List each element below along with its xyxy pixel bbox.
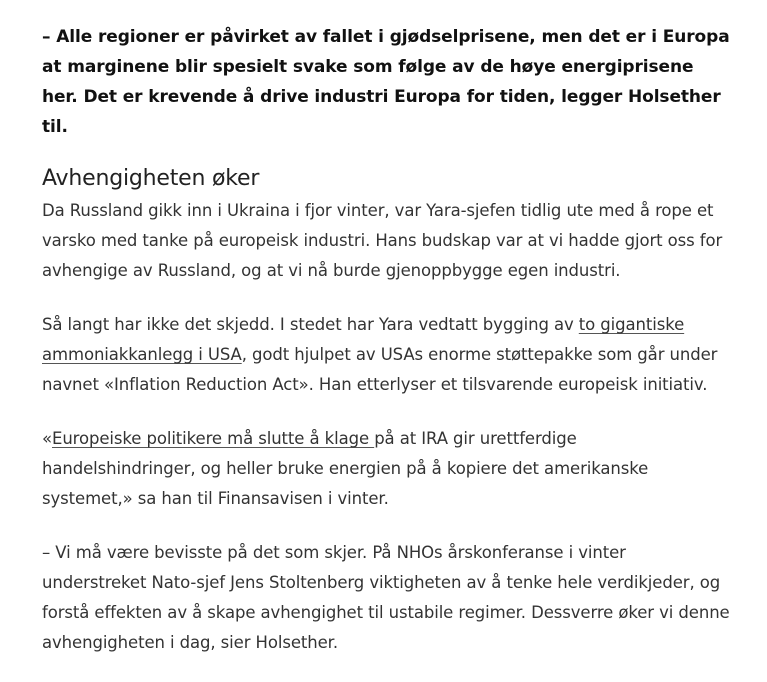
- link-european-politicians[interactable]: Europeiske politikere må slutte å klage: [52, 429, 375, 448]
- lead-paragraph: – Alle regioner er påvirket av fallet i gjødselprisene, men det er i Europa at marginene blir spesielt svake som følge av de høye energiprisene her. Det er krevende å drive industri Europa for tiden, legger Holsether til.: [42, 27, 730, 137]
- article-body: [42, 22, 732, 682]
- quote-open: «: [42, 429, 52, 448]
- paragraph-text: , godt hjulpet av USAs enorme støttepakke som går under navnet «Inflation Reduction Act». Han etterlyser et tilsvarende europeisk initiativ.: [42, 345, 718, 394]
- paragraph-russia: Da Russland gikk inn i Ukraina i fjor vinter, var Yara-sjefen tidlig ute med å rope et varsko med tanke på europeisk industri. Hans budskap var at vi hadde gjort oss for avhengige av Russland, og at vi nå burde gjenoppbygge egen industri.: [42, 201, 723, 280]
- paragraph-closing-quote: – Vi må være bevisste på det som skjer. På NHOs årskonferanse i vinter understreket Nato-sjef Jens Stoltenberg viktigheten av å tenke hele verdikjeder, og forstå effekten av å skape avhengighet til ustabile regimer. Dessverre øker vi denne avhengigheten i dag, sier Holsether.: [42, 543, 730, 652]
- paragraph-usa-plants: [42, 310, 732, 400]
- link-ammonia-plants-usa[interactable]: to gigantiske ammoniakkanlegg i USA: [42, 315, 685, 364]
- paragraph-text: på at IRA gir urettferdige handelshindringer, og heller bruke energien på å kopiere det amerikanske systemet,» sa han til Finansavisen i vinter.: [42, 429, 649, 508]
- section-heading: Avhengigheten øker: [42, 166, 260, 191]
- paragraph-text: Så langt har ikke det skjedd. I stedet har Yara vedtatt bygging av: [42, 315, 579, 334]
- paragraph-quote: [42, 424, 732, 514]
